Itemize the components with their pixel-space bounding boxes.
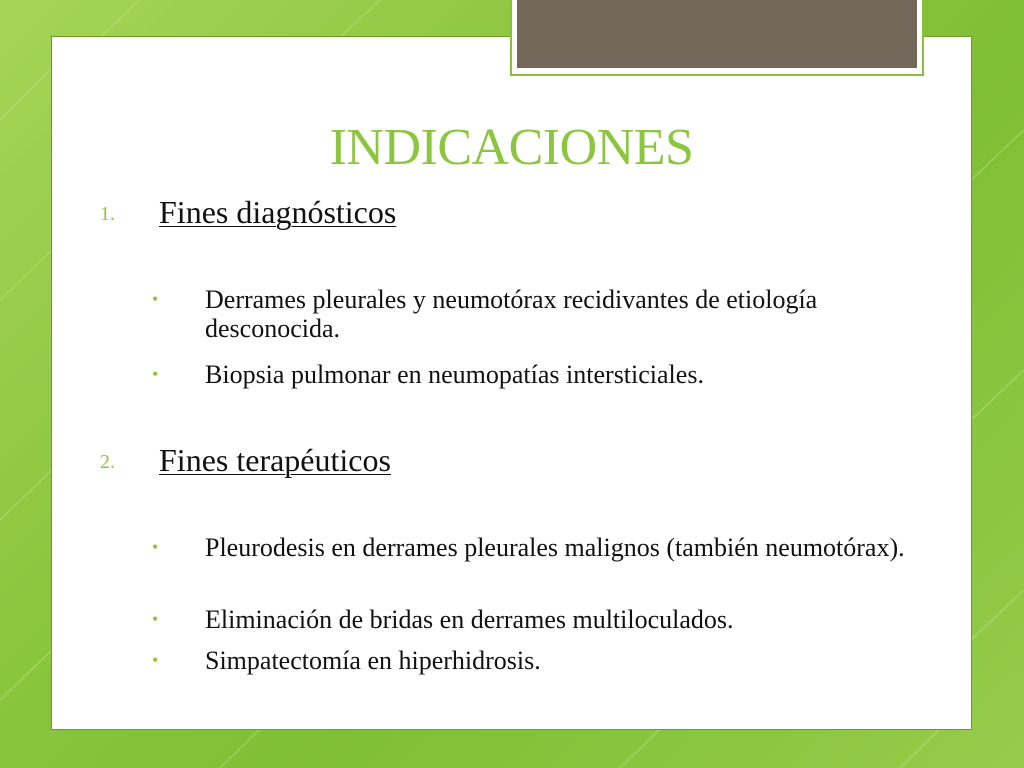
bullet-icon: • — [152, 537, 159, 557]
section-heading-diagnostic — [100, 193, 396, 233]
list-item-text: Derrames pleurales y neumotórax recidivantes de etiología desconocida. — [205, 285, 818, 343]
list-item — [152, 360, 912, 389]
list-item — [152, 285, 912, 343]
section-number: 2. — [100, 451, 115, 473]
bullet-icon: • — [152, 650, 159, 670]
slide-title: INDICACIONES — [329, 119, 694, 176]
section-heading-therapeutic — [100, 441, 391, 481]
bullet-icon: • — [152, 364, 159, 384]
list-item — [152, 646, 912, 675]
header-decoration-box — [517, 0, 917, 68]
list-item-text: Biopsia pulmonar en neumopatías intersticiales. — [205, 360, 704, 389]
list-item-text: Simpatectomía en hiperhidrosis. — [205, 646, 541, 675]
section-heading-label: Fines diagnósticos — [159, 194, 397, 230]
bullet-icon: • — [152, 289, 159, 309]
section-heading-label: Fines terapéuticos — [159, 442, 391, 478]
list-item — [152, 533, 912, 562]
bullet-icon: • — [152, 609, 159, 629]
list-item-text: Pleurodesis en derrames pleurales malignos (también neumotórax). — [205, 533, 905, 562]
list-item-text: Eliminación de bridas en derrames multiloculados. — [205, 605, 734, 634]
list-item — [152, 605, 912, 634]
section-number: 1. — [100, 203, 115, 225]
